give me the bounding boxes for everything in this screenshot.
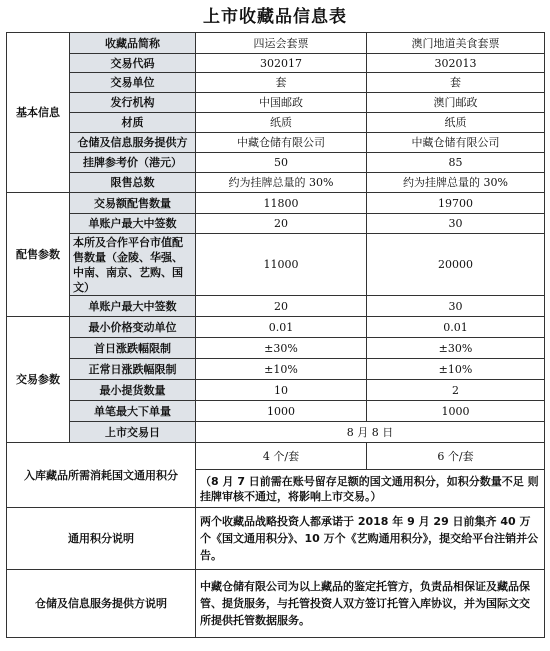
table-row [7, 73, 545, 93]
cell-col2: 302013 [367, 54, 545, 73]
storage-desc-text: 中藏仓储有限公司为以上藏品的鉴定托管方，负责品相保证及藏品保管、提货服务，与托管投资人双方签订托管入库协议，并为国际文交所提供托管数据服务。 [196, 570, 545, 638]
cell-col1: 约为挂牌总量的 30% [196, 173, 367, 193]
cell-col2: 澳门地道美食套票 [367, 33, 545, 54]
points-desc-label: 通用积分说明 [7, 508, 196, 570]
row-label: 交易代码 [70, 54, 196, 73]
cell-col2: 1000 [367, 401, 545, 422]
table-row [7, 508, 545, 570]
section-allot: 配售参数 [7, 193, 70, 317]
section-trade: 交易参数 [7, 317, 70, 443]
table-row [7, 296, 545, 317]
cell-col1: 11800 [196, 193, 367, 214]
row-label: 最小价格变动单位 [70, 317, 196, 338]
cell-col2: ±10% [367, 359, 545, 380]
cell-col1: 302017 [196, 54, 367, 73]
cell-col1: ±30% [196, 338, 367, 359]
row-label: 首日涨跌幅限制 [70, 338, 196, 359]
cell-col2: 85 [367, 153, 545, 173]
cell-col2: 澳门邮政 [367, 93, 545, 113]
cell-col2: 约为挂牌总量的 30% [367, 173, 545, 193]
table-row [7, 570, 545, 638]
table-header-row [7, 33, 545, 54]
points-desc-text: 两个收藏品战略投资人都承诺于 2018 年 9 月 29 日前集齐 40 万个《国文通用积分》、10 万个《艺购通用积分》，提交给平台注销并公告。 [196, 508, 545, 570]
collectible-info-table [6, 32, 545, 638]
storage-desc-label: 仓储及信息服务提供方说明 [7, 570, 196, 638]
row-label: 限售总数 [70, 173, 196, 193]
cell-col2: 19700 [367, 193, 545, 214]
table-row [7, 54, 545, 73]
row-label: 发行机构 [70, 93, 196, 113]
cell-col2: 30 [367, 296, 545, 317]
listing-day-value: 8 月 8 日 [196, 422, 545, 443]
cell-col1: 四运会套票 [196, 33, 367, 54]
row-label: 单笔最大下单量 [70, 401, 196, 422]
table-row [7, 422, 545, 443]
cell-col1: 20 [196, 214, 367, 234]
cell-col1: 0.01 [196, 317, 367, 338]
cell-col1: 50 [196, 153, 367, 173]
row-label: 单账户最大中签数 [70, 214, 196, 234]
row-label: 交易额配售数量 [70, 193, 196, 214]
table-row [7, 153, 545, 173]
cell-col2: 套 [367, 73, 545, 93]
row-label: 材质 [70, 113, 196, 133]
cell-col2: 纸质 [367, 113, 545, 133]
row-label: 仓储及信息服务提供方 [70, 133, 196, 153]
points-label: 入库藏品所需消耗国文通用积分 [7, 443, 196, 508]
row-label: 单账户最大中签数 [70, 296, 196, 317]
table-row [7, 113, 545, 133]
cell-col1: 中国邮政 [196, 93, 367, 113]
cell-col1: ±10% [196, 359, 367, 380]
table-row [7, 234, 545, 296]
points-note: （8 月 7 日前需在账号留存足额的国文通用积分，如积分数量不足 则挂牌审核不通过，将影响上市交易。） [196, 470, 545, 508]
cell-col2: 30 [367, 214, 545, 234]
table-row [7, 193, 545, 214]
cell-col2: 中藏仓储有限公司 [367, 133, 545, 153]
table-row [7, 359, 545, 380]
row-label: 正常日涨跌幅限制 [70, 359, 196, 380]
row-label: 交易单位 [70, 73, 196, 93]
row-label: 本所及合作平台市值配售数量（金陵、华强、中南、南京、艺购、国文） [70, 234, 196, 296]
table-row [7, 93, 545, 113]
table-row [7, 173, 545, 193]
table-row [7, 338, 545, 359]
table-row [7, 401, 545, 422]
cell-col1: 11000 [196, 234, 367, 296]
row-label: 收藏品简称 [70, 33, 196, 54]
points-col1: 4 个/套 [196, 443, 367, 470]
cell-col1: 中藏仓储有限公司 [196, 133, 367, 153]
table-row [7, 317, 545, 338]
row-label: 最小提货数量 [70, 380, 196, 401]
cell-col1: 20 [196, 296, 367, 317]
cell-col1: 纸质 [196, 113, 367, 133]
row-label: 上市交易日 [70, 422, 196, 443]
table-row [7, 443, 545, 470]
section-basic: 基本信息 [7, 33, 70, 193]
cell-col1: 套 [196, 73, 367, 93]
cell-col2: ±30% [367, 338, 545, 359]
cell-col2: 2 [367, 380, 545, 401]
table-row [7, 133, 545, 153]
cell-col1: 10 [196, 380, 367, 401]
row-label: 挂牌参考价（港元） [70, 153, 196, 173]
table-row [7, 214, 545, 234]
table-row [7, 380, 545, 401]
cell-col2: 20000 [367, 234, 545, 296]
cell-col2: 0.01 [367, 317, 545, 338]
cell-col1: 1000 [196, 401, 367, 422]
points-col2: 6 个/套 [367, 443, 545, 470]
page-title: 上市收藏品信息表 [203, 7, 347, 27]
